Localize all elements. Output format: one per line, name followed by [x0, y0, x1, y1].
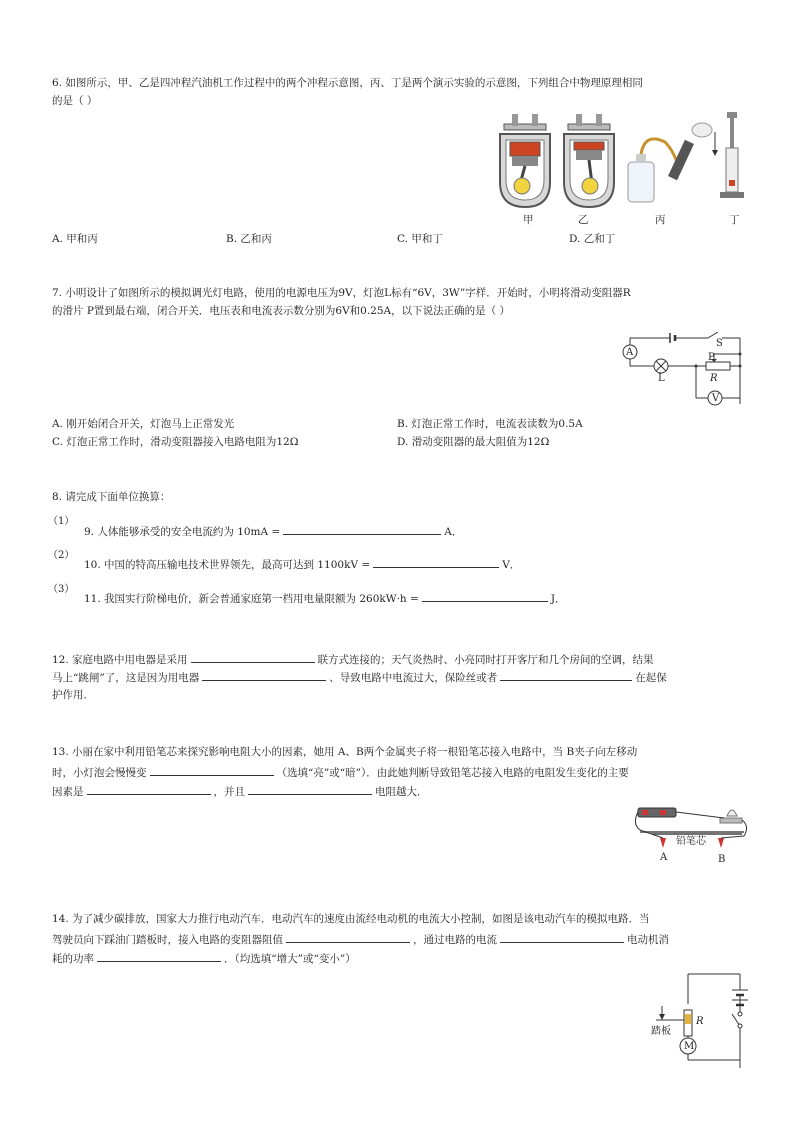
- q13-label-clip-a: A: [660, 852, 668, 863]
- q12-text-2b: 、导致电路中电流过大，保险丝或者: [329, 672, 498, 684]
- circuit-label-resistor: R: [710, 373, 718, 384]
- fire-syringe-illustration: [712, 112, 744, 198]
- q8-part1-answer-blank[interactable]: [283, 523, 441, 535]
- q14-blank-1[interactable]: [286, 931, 410, 943]
- q14-label-motor: M: [684, 1041, 695, 1052]
- q6-stem-line2: 的是（ ）: [52, 95, 98, 107]
- q8-part3-answer-blank[interactable]: [422, 590, 548, 602]
- q8-part2-answer-blank[interactable]: [373, 556, 499, 568]
- q13-blank-3[interactable]: [248, 783, 372, 795]
- q7-stem-line2: 的滑片 P置到最右端，闭合开关．电压表和电流表示数分别为6V和0.25A，以下说法正确的是（ ）: [52, 305, 510, 317]
- q14-line1: 14. 为了减少碳排放，国家大力推行电动汽车．电动汽车的速度由流经电动机的电流大小控制，如图是该电动汽车的模拟电路．当: [52, 913, 650, 925]
- q8-part1-line: [84, 523, 462, 540]
- q14-label-resistor: R: [696, 1016, 704, 1027]
- q8-part3-unit: J．: [550, 593, 566, 605]
- q13-text-2b: （选填“亮”或“暗”）．由此她判断导致铅笔芯接入电路的电阻发生变化的主要: [276, 767, 629, 779]
- q14-text-2b: ，通过电路的电流: [413, 934, 497, 946]
- q13-text-2a: 时，小灯泡会慢慢变: [52, 767, 147, 779]
- circuit-label-lamp: L: [658, 373, 665, 384]
- q8-part2-num: （2）: [48, 550, 75, 561]
- q14-blank-2[interactable]: [500, 931, 624, 943]
- q14-text-3a: 耗的功率: [52, 953, 94, 965]
- q12-blank-2[interactable]: [202, 669, 326, 681]
- q12-line3: 护作用．: [52, 689, 94, 701]
- circuit-label-switch: S: [716, 338, 723, 349]
- q6-option-a[interactable]: A. 甲和丙: [52, 233, 98, 245]
- q12-text-2a: 马上“跳闸”了，这是因为用电器: [52, 672, 200, 684]
- q12-line2: [52, 669, 667, 686]
- q6-option-b[interactable]: B. 乙和丙: [226, 233, 272, 245]
- q8-part3-num: （3）: [48, 584, 75, 595]
- q13-line1: 13. 小丽在家中利用铅笔芯来探究影响电阻大小的因素，她用 A、B两个金属夹子将一根铅笔芯接入电路中，当 B夹子向左移动: [52, 746, 638, 758]
- engine-yi-illustration: [564, 114, 614, 207]
- bottle-pump-illustration: [628, 123, 712, 202]
- q8-part3-text: 11. 我国实行阶梯电价，新会普通家庭第一档用电量限额为 260kW·h =: [84, 593, 419, 605]
- fig-label-ding: 丁: [729, 214, 740, 226]
- q6-figure: [490, 112, 750, 227]
- q7-option-c[interactable]: C. 灯泡正常工作时，滑动变阻器接入电路电阻为12Ω: [52, 436, 299, 448]
- fig-label-bing: 丙: [655, 214, 666, 226]
- q12-blank-1[interactable]: [191, 651, 315, 663]
- q13-text-3c: 电阻越大．: [375, 786, 428, 798]
- q7-option-b[interactable]: B. 灯泡正常工作时，电流表读数为0.5A: [397, 418, 583, 430]
- q12-text-2c: 在起保: [635, 672, 667, 684]
- q12-line1: [52, 651, 654, 668]
- q7-option-d[interactable]: D. 滑动变阻器的最大阻值为12Ω: [397, 436, 550, 448]
- q13-text-3a: 因素是: [52, 786, 84, 798]
- q8-part1-num: （1）: [48, 516, 75, 527]
- q8-part1-text: 9. 人体能够承受的安全电流约为 10mA =: [84, 526, 281, 538]
- q13-text-3b: ，并且: [213, 786, 245, 798]
- q13-line3: [52, 783, 428, 800]
- engine-jia-illustration: [500, 114, 550, 207]
- q12-text-1b: 联方式连接的；天气炎热时、小亮同时打开客厅和几个房间的空调，结果: [317, 654, 654, 666]
- q13-line2: [52, 764, 629, 781]
- q8-part3-line: [84, 590, 566, 607]
- q14-label-pedal: 踏板: [651, 1026, 671, 1037]
- q7-option-a[interactable]: A. 刚开始闭合开关，灯泡马上正常发光: [52, 418, 235, 430]
- q6-option-c[interactable]: C. 甲和丁: [397, 233, 443, 245]
- q8-part2-line: [84, 556, 520, 573]
- q6-option-d[interactable]: D. 乙和丁: [569, 233, 616, 245]
- q14-text-3b: ．（均选填“增大”或“变小”）: [224, 953, 356, 965]
- q14-line2: [52, 931, 669, 948]
- q8-part2-unit: V．: [502, 559, 521, 571]
- q12-blank-3[interactable]: [500, 669, 632, 681]
- fig-label-yi: 乙: [578, 214, 589, 226]
- q14-line3: [52, 950, 356, 967]
- q14-blank-3[interactable]: [97, 950, 221, 962]
- fig-label-jia: 甲: [523, 214, 534, 226]
- circuit-label-slider: P: [708, 352, 715, 363]
- q14-text-2c: 电动机消: [627, 934, 669, 946]
- q13-label-pencil-core: 铅笔芯: [676, 836, 706, 847]
- circuit-label-ammeter: A: [626, 347, 634, 358]
- q14-text-2a: 驾驶员向下踩油门踏板时，接入电路的变阻器阻值: [52, 934, 283, 946]
- q6-stem-line1: 6. 如图所示，甲、乙是四冲程汽油机工作过程中的两个冲程示意图，丙、丁是两个演示实验的示意图，下列组合中物理原理相同: [52, 77, 643, 89]
- circuit-label-voltmeter: V: [712, 393, 720, 404]
- q7-circuit-diagram: [618, 332, 748, 412]
- q8-part1-unit: A．: [444, 526, 463, 538]
- q12-text-1a: 12. 家庭电路中用电器是采用: [52, 654, 188, 666]
- q7-stem-line1: 7. 小明设计了如图所示的模拟调光灯电路，使用的电源电压为9V，灯泡L标有“6V，3W”字样．开始时，小明将滑动变阻器R: [52, 287, 631, 299]
- q13-blank-2[interactable]: [87, 783, 211, 795]
- q13-blank-1[interactable]: [150, 764, 274, 776]
- q13-label-clip-b: B: [718, 854, 726, 865]
- q8-part2-text: 10. 中国的特高压输电技术世界领先，最高可达到 1100kV =: [84, 559, 371, 571]
- q8-title: 8. 请完成下面单位换算：: [52, 491, 171, 503]
